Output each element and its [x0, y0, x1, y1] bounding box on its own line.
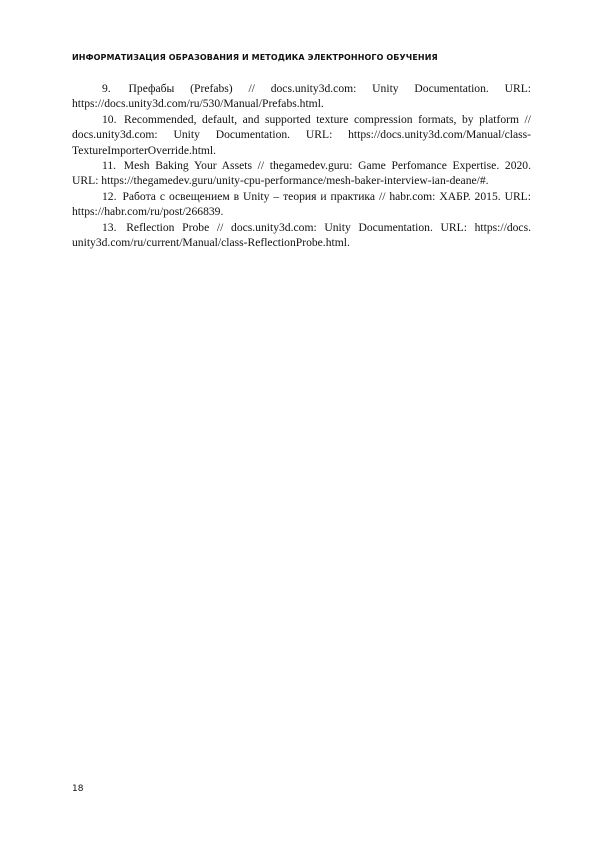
reference-number: 11. [102, 159, 117, 173]
reference-text: Reflection Probe // docs.unity3d.com: Unity Documentation. URL: https://docs. unity3d.com/ru/current/Manual/class-ReflectionProbe.html. [72, 220, 531, 250]
reference-item [72, 158, 531, 189]
reference-number: 9. [102, 82, 111, 95]
reference-item [72, 189, 531, 220]
reference-item [72, 81, 531, 112]
page-number: 18 [72, 784, 84, 794]
reference-text: Работа с освещением в Unity – теория и практика // habr.com: ХАБР. 2015. URL: https://habr.com/ru/post/266839. [72, 189, 531, 219]
running-header: ИНФОРМАТИЗАЦИЯ ОБРАЗОВАНИЯ И МЕТОДИКА ЭЛЕКТРОННОГО ОБУЧЕНИЯ [72, 53, 438, 62]
reference-text: Mesh Baking Your Assets // thegamedev.guru: Game Perfomance Expertise. 2020. URL: https://thegamedev.guru/unity-cpu-performance/mesh-baker-interview-ian-deane/#. [72, 159, 531, 188]
reference-item [72, 112, 531, 158]
reference-text: Recommended, default, and supported texture compression formats, by platform // docs.unity3d.com: Unity Documentation. URL: https://docs.unity3d.com/Manual/class-TextureImporterOverride.html. [72, 112, 531, 157]
reference-item [72, 220, 531, 251]
reference-number: 13. [102, 220, 117, 234]
reference-text: Префабы (Prefabs) // docs.unity3d.com: Unity Documentation. URL: https://docs.unity3d.com/ru/530/Manual/Prefabs.html. [72, 82, 531, 111]
reference-number: 10. [102, 112, 117, 126]
reference-number: 12. [102, 189, 117, 203]
reference-list [72, 81, 531, 250]
